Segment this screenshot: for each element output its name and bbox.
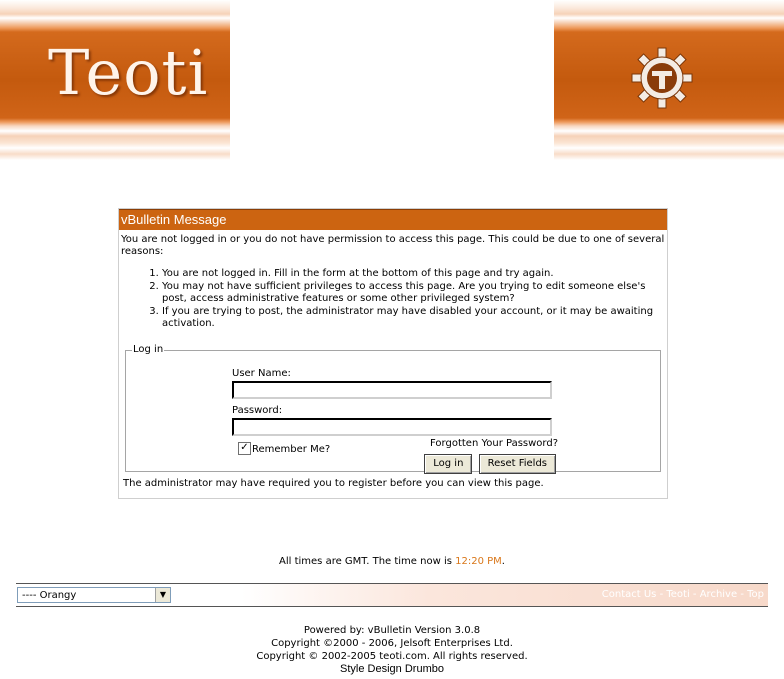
copyright-teoti: Copyright © 2002-2005 teoti.com. All rights reserved. <box>256 651 528 662</box>
message-panel <box>118 208 668 499</box>
remember-me-checkbox[interactable]: ✓ <box>238 442 251 455</box>
reason-item: 1. You are not logged in. Fill in the form at the bottom of this page and try again. <box>162 268 665 280</box>
header-banner-left <box>0 0 230 160</box>
footer-link-contact[interactable]: Contact Us <box>601 589 657 600</box>
forgot-password-link[interactable]: Forgotten Your Password? <box>430 438 558 449</box>
login-legend: Log in <box>133 344 164 355</box>
password-label: Password: <box>232 405 283 416</box>
register-note: The administrator may have required you to register before you can view this page. <box>123 478 544 489</box>
username-input[interactable] <box>232 381 552 399</box>
style-design-credit: Style Design Drumbo <box>340 663 444 675</box>
message-intro: You are not logged in or you do not have permission to access this page. This could be due to one of several reasons: <box>121 234 665 257</box>
gear-logo-icon <box>630 46 694 110</box>
time-prefix: All times are GMT. The time now is <box>279 556 452 567</box>
remember-me-label: Remember Me? <box>252 444 331 455</box>
reasons-list <box>121 268 665 330</box>
time-info <box>0 556 784 567</box>
footer-link-archive[interactable]: - Archive <box>692 589 738 600</box>
time-suffix: . <box>501 556 505 567</box>
header-banner-right <box>554 0 784 160</box>
style-chooser-select[interactable] <box>17 587 171 603</box>
current-time: 12:20 PM <box>455 556 502 567</box>
username-label: User Name: <box>232 368 291 379</box>
footer-link-teoti[interactable]: - Teoti <box>659 589 690 600</box>
chevron-down-icon[interactable]: ▼ <box>155 588 170 602</box>
login-button[interactable]: Log in <box>424 454 472 474</box>
login-fieldset <box>125 344 661 472</box>
powered-by: Powered by: vBulletin Version 3.0.8 <box>303 625 481 636</box>
style-chooser-value: ---- Orangy <box>22 590 77 601</box>
copyright-jelsoft: Copyright ©2000 - 2006, Jelsoft Enterprises Ltd. <box>271 638 513 649</box>
footer-bar <box>16 583 768 607</box>
reason-item: 3. If you are trying to post, the administrator may have disabled your account, or it may be awaiting activation. <box>162 306 665 330</box>
password-input[interactable] <box>232 418 552 436</box>
reason-item: 2. You may not have sufficient privileges to access this page. Are you trying to edit someone else's post, access administrative features or some other privileged system? <box>162 281 665 305</box>
footer-links <box>602 589 764 600</box>
credits <box>0 624 784 676</box>
reset-fields-button[interactable]: Reset Fields <box>479 454 556 474</box>
message-title: vBulletin Message <box>119 209 667 230</box>
footer-link-top[interactable]: - Top <box>740 589 764 600</box>
site-logo[interactable]: Teoti <box>48 36 209 109</box>
